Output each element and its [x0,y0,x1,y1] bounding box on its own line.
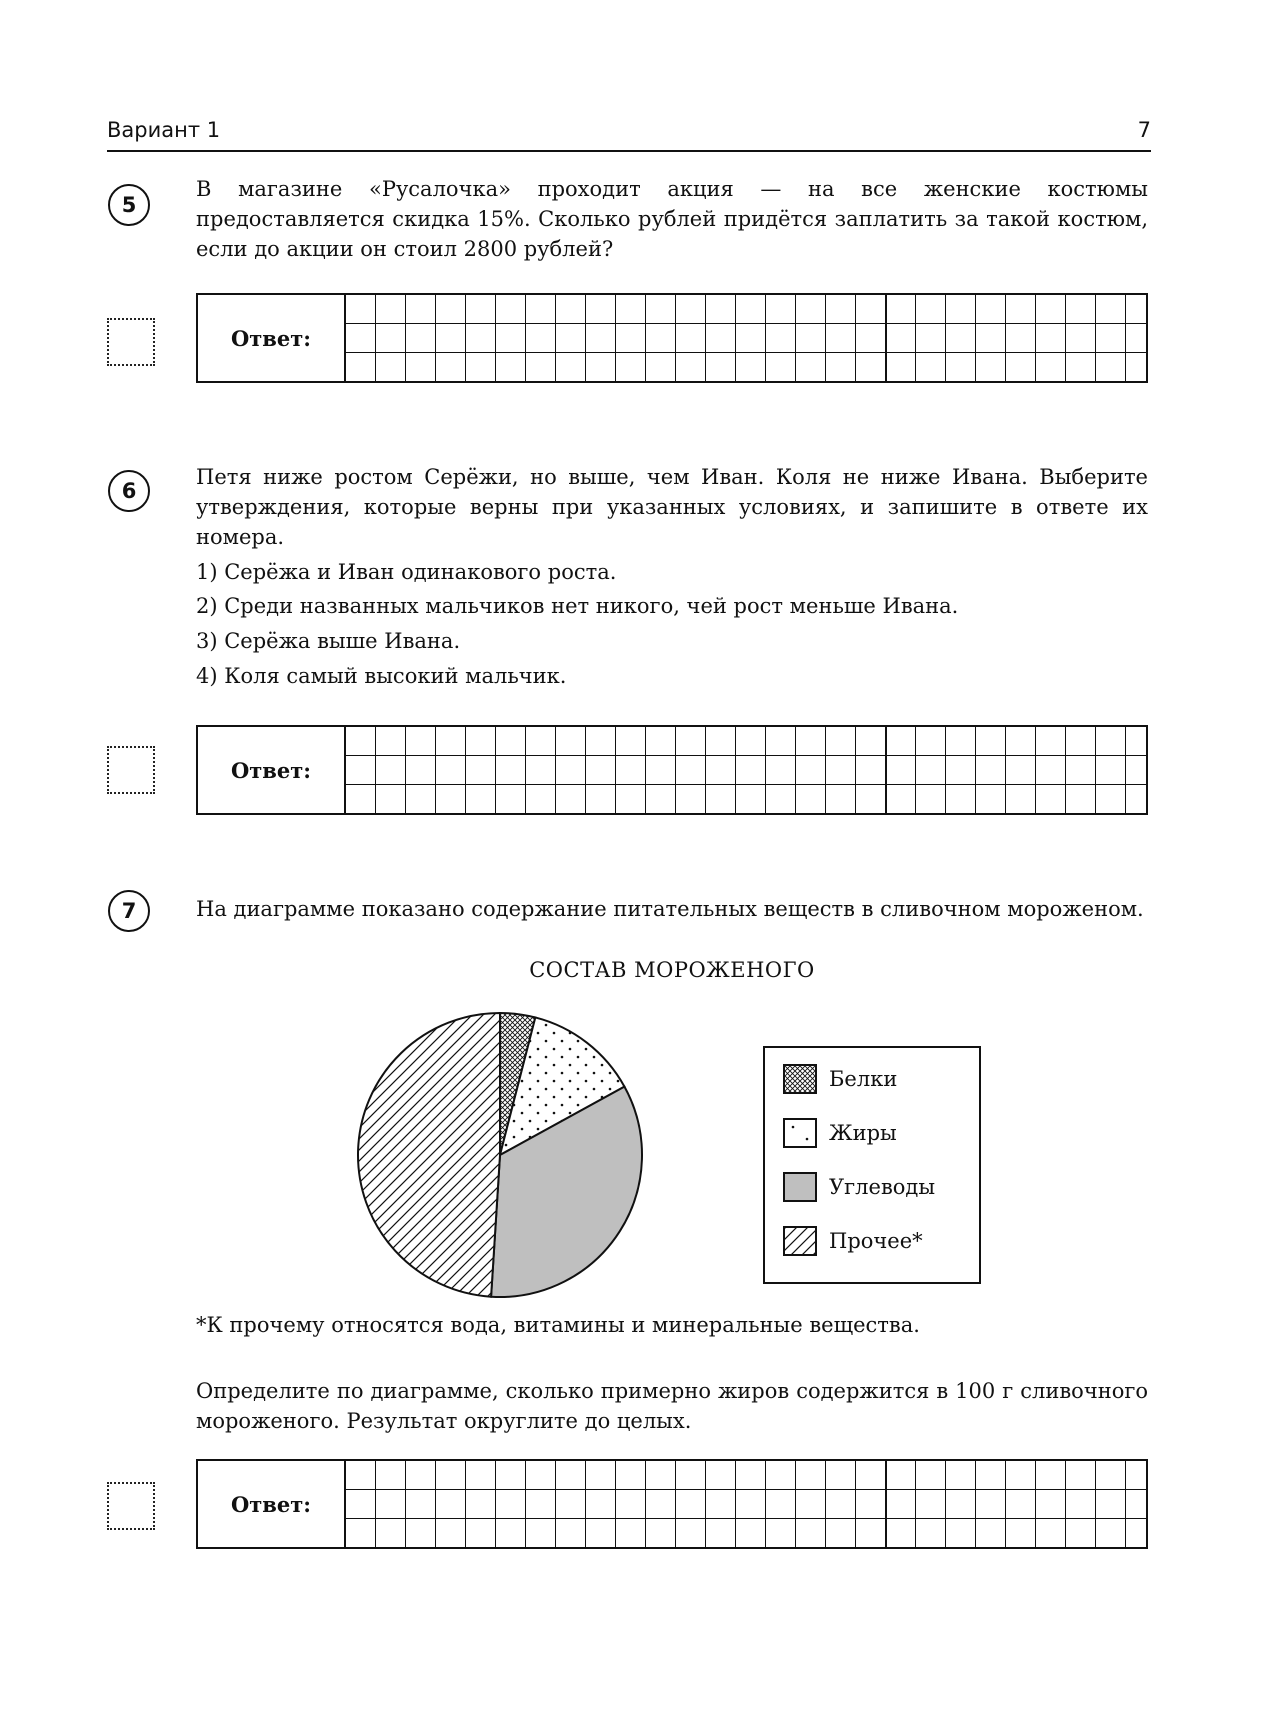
legend-label-other: Прочее* [829,1229,923,1253]
legend-item-other [783,1226,923,1256]
pie-slice-other [358,1013,500,1297]
answer-grid[interactable] [346,727,1146,813]
task-5-score-box [107,318,155,366]
answer-label: Ответ: [198,1461,346,1547]
task-7-footnote: *К прочему относятся вода, витамины и минеральные вещества. [196,1313,920,1337]
pie-chart [350,1005,650,1305]
task-6-option-4: 4) Коля самый высокий мальчик. [196,664,567,688]
task-7-text: На диаграмме показано содержание питательных веществ в сливочном мороженом. [196,897,1144,921]
task-5-text: В магазине «Русалочка» проходит акция — на все женские костюмы предоставляется скидка 15%. Сколько рублей придётся заплатить за такой костюм, если до акции он стоил 2800 рублей? [196,177,1148,261]
chart-title: СОСТАВ МОРОЖЕНОГО [529,958,815,982]
variant-label: Вариант 1 [107,118,221,142]
answer-label: Ответ: [198,727,346,813]
chart-legend [763,1046,981,1284]
task-5-answer-box[interactable] [196,293,1148,383]
answer-grid[interactable] [346,295,1146,381]
legend-swatch-carbs [783,1172,817,1202]
answer-grid[interactable] [346,1461,1146,1547]
task-6-option-3: 3) Серёжа выше Ивана. [196,629,461,653]
task-5-number: 5 [108,184,150,226]
answer-label: Ответ: [198,295,346,381]
task-7-score-box [107,1482,155,1530]
task-6-score-box [107,746,155,794]
task-6-option-1: 1) Серёжа и Иван одинакового роста. [196,560,617,584]
task-7-answer-box[interactable] [196,1459,1148,1549]
page-header [107,116,1151,152]
task-6-text: Петя ниже ростом Серёжи, но выше, чем Иван. Коля не ниже Ивана. Выберите утверждения, которые верны при указанных условиях, и запишите в ответе их номера. [196,465,1148,549]
task-7-number: 7 [108,890,150,932]
task-7-question: Определите по диаграмме, сколько примерно жиров содержится в 100 г сливочного мороженого. Результат округлите до целых. [196,1379,1148,1433]
legend-item-proteins [783,1064,897,1094]
legend-swatch-proteins [783,1064,817,1094]
task-6-answer-box[interactable] [196,725,1148,815]
task-6-number: 6 [108,470,150,512]
legend-swatch-other [783,1226,817,1256]
legend-label-proteins: Белки [829,1067,898,1091]
legend-item-fats [783,1118,897,1148]
legend-item-carbs [783,1172,935,1202]
page-number: 7 [1137,118,1151,142]
task-6-option-2: 2) Среди названных мальчиков нет никого, чей рост меньше Ивана. [196,594,959,618]
legend-label-fats: Жиры [829,1121,897,1145]
legend-swatch-fats [783,1118,817,1148]
legend-label-carbs: Углеводы [829,1175,936,1199]
